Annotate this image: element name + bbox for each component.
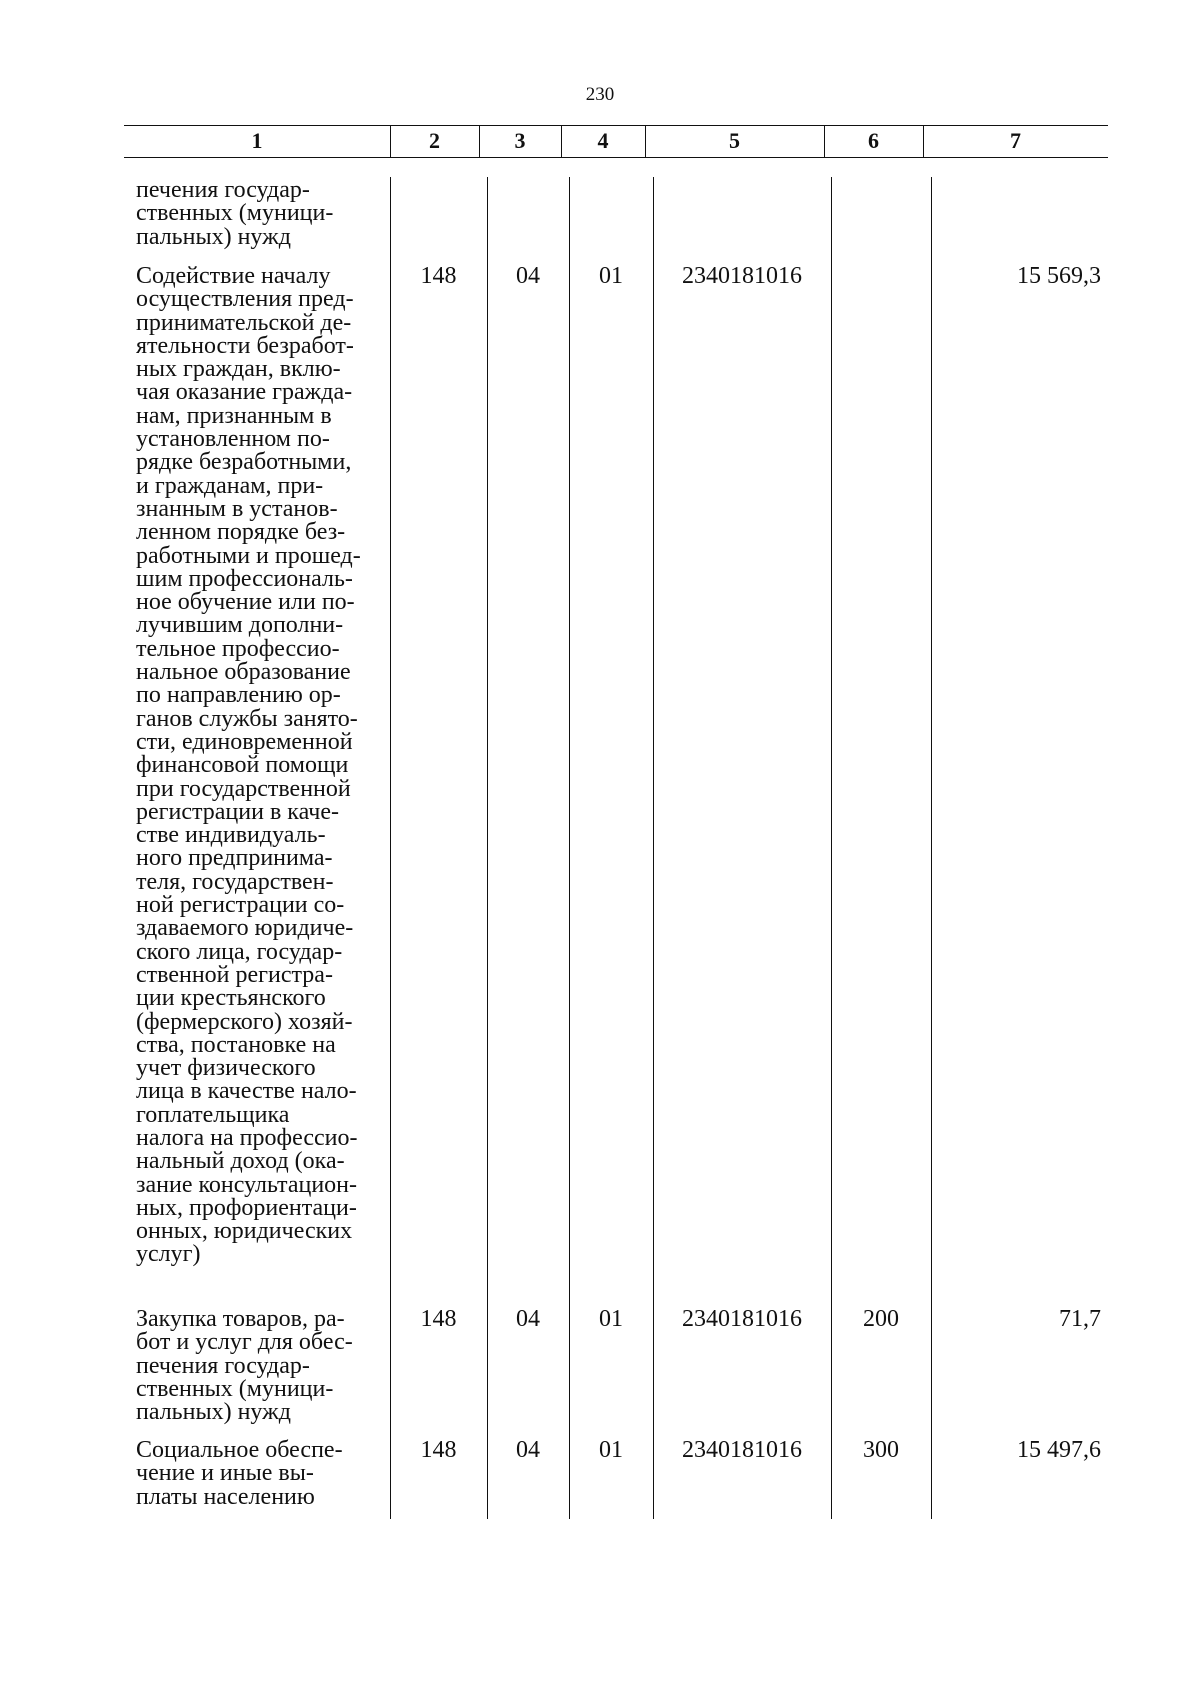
header-divider: [923, 125, 924, 157]
table-cell-subsection: 01: [599, 1437, 623, 1463]
table-cell-amount: 15 569,3: [1017, 263, 1101, 289]
column-header-4: 4: [597, 128, 609, 153]
table-cell-section: 04: [516, 1306, 540, 1332]
table-cell-code: 148: [420, 263, 457, 289]
table-cell-code: 148: [420, 1437, 457, 1463]
header-bottom-rule: [124, 157, 1108, 158]
table-cell-code: 148: [420, 1306, 457, 1332]
table-cell-expense-type: 200: [863, 1306, 899, 1332]
header-divider: [479, 125, 480, 157]
table-row-name: Социальное обеспе- чение и иные вы- платы населению: [136, 1437, 343, 1510]
column-header-1: 1: [251, 128, 263, 153]
table-row-name: печения государ- ственных (муници- пальных) нужд: [136, 177, 334, 250]
table-cell-amount: 15 497,6: [1017, 1437, 1101, 1463]
table-cell-subsection: 01: [599, 263, 623, 289]
table-cell-target: 2340181016: [682, 263, 802, 289]
table-cell-amount: 71,7: [1059, 1306, 1101, 1332]
column-header-6: 6: [868, 128, 879, 153]
table-cell-section: 04: [516, 263, 540, 289]
table-cell-expense-type: 300: [863, 1437, 899, 1463]
table-row-name: Содействие началу осуществления пред- принимательской де- ятельности безработ- ных граждан, вклю- чая оказание гражда- нам, признанным в установленном по- рядке безработными, и гражданам, при- знанным в установ- ленном порядке без- работными и прошед- шим профессиональ- ное обучение или по- лучившим дополни- тельное профессио- нальное образование по направлению ор- ганов службы занято- сти, единовременной финансовой помощи при государственной регистрации в каче- стве индивидуаль- ного предпринима- теля, государствен- ной регистрации со- здаваемого юридиче- ского лица, государ- ственной регистра- ции крестьянского (фермерского) хозяй- ства, постановке на учет физического лица в качестве нало- гоплательщика налога на профессио- нальный доход (ока- зание консультацион- ных, профориентаци- онных, юридических услуг): [136, 263, 361, 1268]
table-cell-target: 2340181016: [682, 1306, 802, 1332]
header-divider: [824, 125, 825, 157]
table-row-name: Закупка товаров, ра- бот и услуг для обес- печения государ- ственных (муници- пальных) нужд: [136, 1306, 353, 1426]
column-header-2: 2: [429, 128, 440, 153]
table-cell-target: 2340181016: [682, 1437, 802, 1463]
column-header-5: 5: [729, 128, 740, 153]
table-cell-subsection: 01: [599, 1306, 623, 1332]
header-divider: [645, 125, 646, 157]
table-cell-section: 04: [516, 1437, 540, 1463]
page-number: 230: [585, 84, 615, 105]
header-divider: [561, 125, 562, 157]
column-header-7: 7: [1010, 128, 1021, 153]
column-header-3: 3: [514, 128, 526, 153]
header-divider: [390, 125, 391, 157]
